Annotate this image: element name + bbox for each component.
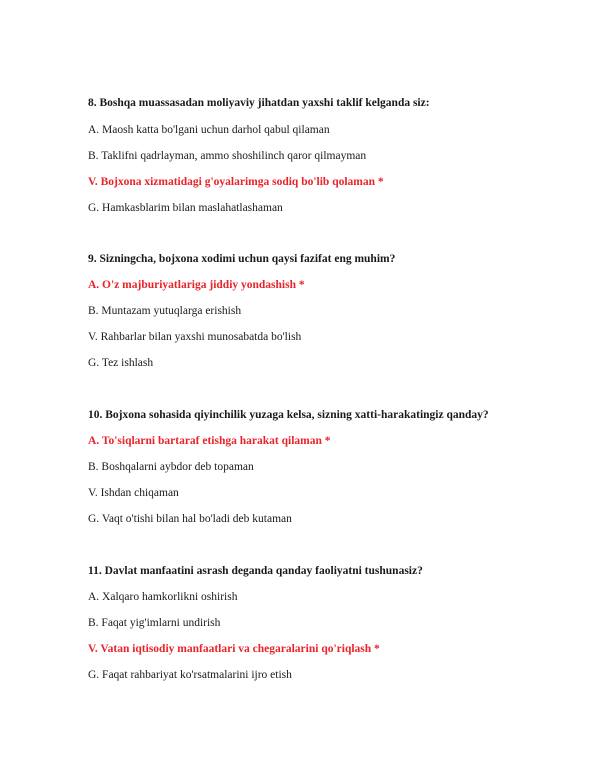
answer-option-v-correct: V. Bojxona xizmatidagi g'oyalarimga sodiq bo'lib qolaman * <box>88 176 384 188</box>
answer-option-v: V. Ishdan chiqaman <box>88 487 179 499</box>
question-title: 10. Bojxona sohasida qiyinchilik yuzaga kelsa, sizning xatti-harakatingiz qanday? <box>88 409 489 421</box>
answer-option-b: B. Taklifni qadrlayman, ammo shoshilinch qaror qilmayman <box>88 150 367 162</box>
answer-option-g: G. Vaqt o'tishi bilan hal bo'ladi deb kutaman <box>88 513 292 525</box>
answer-option-g: G. Tez ishlash <box>88 357 154 369</box>
answer-option-b: B. Boshqalarni aybdor deb topaman <box>88 461 254 473</box>
question-title: 11. Davlat manfaatini asrash deganda qanday faoliyatni tushunasiz? <box>88 565 423 577</box>
question-title: 9. Sizningcha, bojxona xodimi uchun qaysi fazifat eng muhim? <box>88 253 396 265</box>
answer-option-g: G. Hamkasblarim bilan maslahatlashaman <box>88 202 283 214</box>
question-title: 8. Boshqa muassasadan moliyaviy jihatdan yaxshi taklif kelganda siz: <box>88 97 430 109</box>
answer-option-v: V. Rahbarlar bilan yaxshi munosabatda bo'lish <box>88 331 302 343</box>
answer-option-b: B. Muntazam yutuqlarga erishish <box>88 305 242 317</box>
answer-option-a: A. Xalqaro hamkorlikni oshirish <box>88 591 238 603</box>
answer-option-a: A. Maosh katta bo'lgani uchun darhol qabul qilaman <box>88 124 330 136</box>
answer-option-a-correct: A. O'z majburiyatlariga jiddiy yondashish * <box>88 279 305 291</box>
answer-option-a-correct: A. To'siqlarni bartaraf etishga harakat qilaman * <box>88 435 331 447</box>
answer-option-b: B. Faqat yig'imlarni undirish <box>88 617 221 629</box>
answer-option-v-correct: V. Vatan iqtisodiy manfaatlari va chegaralarini qo'riqlash * <box>88 643 380 655</box>
answer-option-g: G. Faqat rahbariyat ko'rsatmalarini ijro etish <box>88 669 292 681</box>
